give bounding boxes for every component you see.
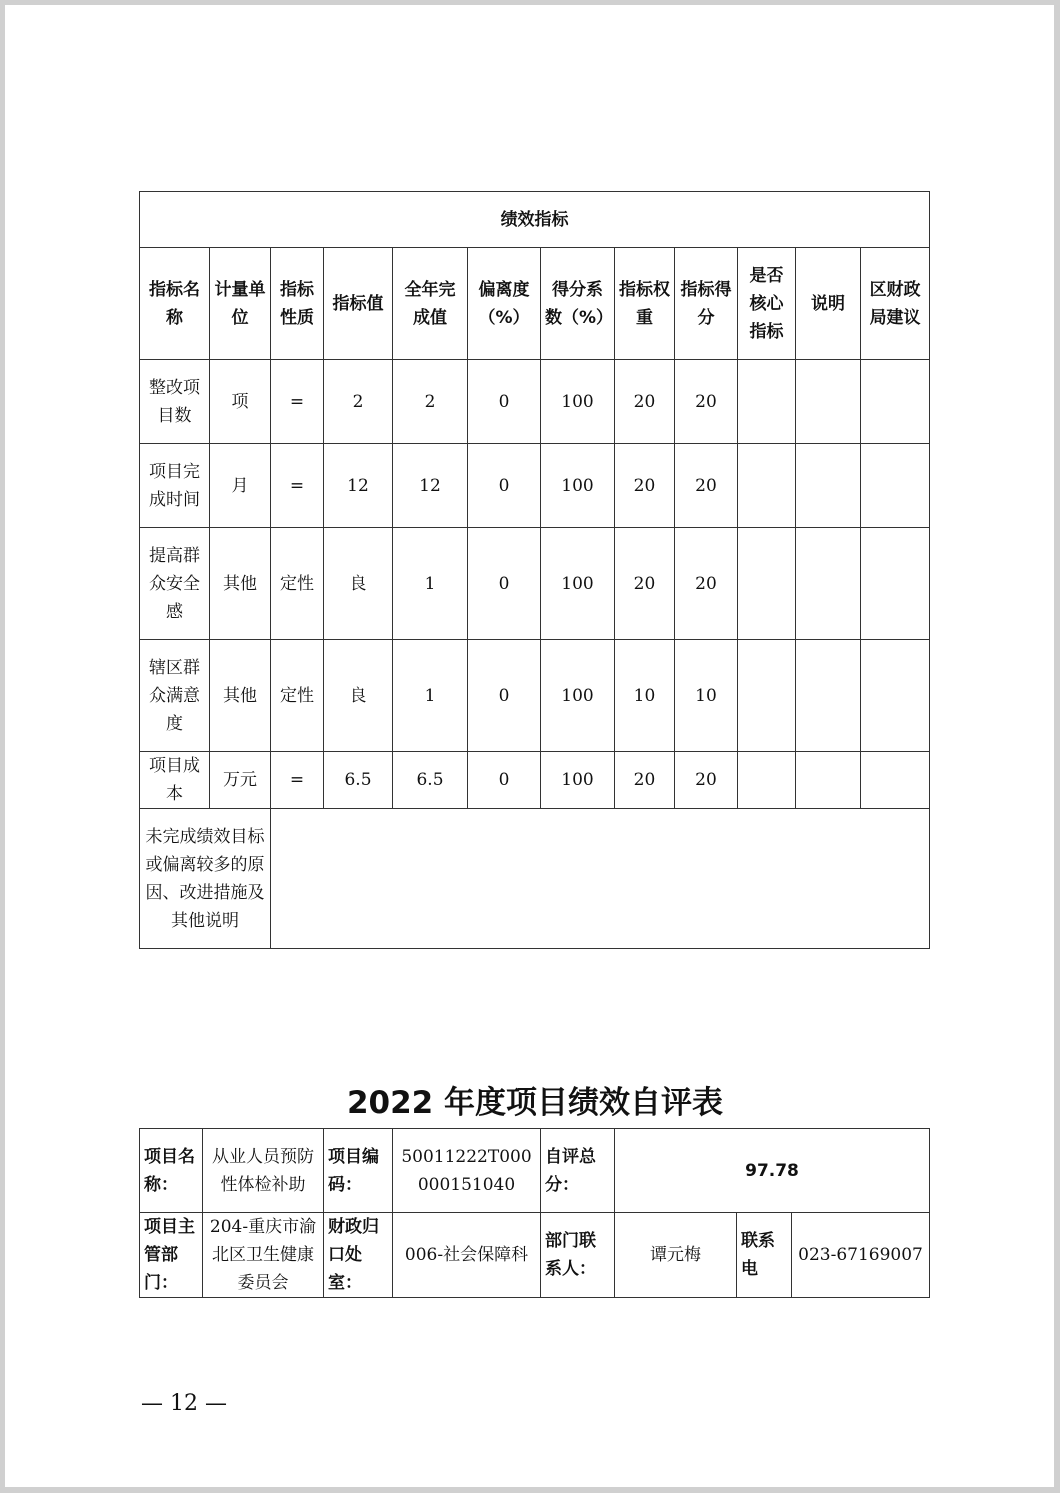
unit-cell: 其他 <box>210 640 271 752</box>
actual-cell: 6.5 <box>393 752 468 809</box>
info-row <box>140 1213 930 1298</box>
header-cell: 指标性质 <box>271 248 324 360</box>
indicator-name: 整改项目数 <box>140 360 210 444</box>
header-cell: 指标名称 <box>140 248 210 360</box>
deviation-cell: 0 <box>468 444 541 528</box>
table-row <box>140 640 930 752</box>
note-cell <box>796 752 861 809</box>
weight-cell: 20 <box>615 360 675 444</box>
advice-cell <box>861 444 930 528</box>
table-row <box>140 360 930 444</box>
core-cell <box>738 360 796 444</box>
project-info-table <box>139 1128 930 1298</box>
deviation-cell: 0 <box>468 360 541 444</box>
indicator-name: 辖区群众满意度 <box>140 640 210 752</box>
finance-value: 006-社会保障科 <box>393 1213 541 1298</box>
indicator-name: 项目成本 <box>140 752 210 809</box>
table-row <box>140 444 930 528</box>
core-cell <box>738 444 796 528</box>
nature-cell: 定性 <box>271 640 324 752</box>
advice-cell <box>861 528 930 640</box>
coef-cell: 100 <box>541 444 615 528</box>
note-cell <box>796 528 861 640</box>
weight-cell: 20 <box>615 444 675 528</box>
header-cell: 指标权重 <box>615 248 675 360</box>
remarks-value <box>271 809 930 949</box>
remarks-label: 未完成绩效目标或偏离较多的原因、改进措施及其他说明 <box>140 809 271 949</box>
unit-cell: 项 <box>210 360 271 444</box>
project-code-value: 50011222T000000151040 <box>393 1129 541 1213</box>
info-row <box>140 1129 930 1213</box>
header-row <box>140 248 930 360</box>
score-cell: 20 <box>675 360 738 444</box>
unit-cell: 万元 <box>210 752 271 809</box>
contact-value: 谭元梅 <box>615 1213 737 1298</box>
document-page <box>5 5 1054 1487</box>
section-title: 绩效指标 <box>140 192 930 248</box>
self-score-value: 97.78 <box>615 1129 930 1213</box>
header-cell: 是否核心指标 <box>738 248 796 360</box>
coef-cell: 100 <box>541 752 615 809</box>
note-cell <box>796 444 861 528</box>
note-cell <box>796 360 861 444</box>
unit-cell: 其他 <box>210 528 271 640</box>
weight-cell: 20 <box>615 752 675 809</box>
document-title: 2022 年度项目绩效自评表 <box>346 1085 724 1121</box>
actual-cell: 2 <box>393 360 468 444</box>
coef-cell: 100 <box>541 640 615 752</box>
dept-value: 204-重庆市渝北区卫生健康委员会 <box>203 1213 324 1298</box>
actual-cell: 1 <box>393 528 468 640</box>
nature-cell: = <box>271 752 324 809</box>
remarks-row <box>140 809 930 949</box>
nature-cell: 定性 <box>271 528 324 640</box>
header-cell: 得分系数（%） <box>541 248 615 360</box>
nature-cell: = <box>271 360 324 444</box>
phone-value: 023-67169007 <box>792 1213 930 1298</box>
finance-label: 财政归口处室： <box>324 1213 393 1298</box>
core-cell <box>738 528 796 640</box>
target-cell: 6.5 <box>324 752 393 809</box>
section-title-row <box>140 192 930 248</box>
nature-cell: = <box>271 444 324 528</box>
header-cell: 计量单位 <box>210 248 271 360</box>
dept-label: 项目主管部门： <box>140 1213 203 1298</box>
project-name-label: 项目名称： <box>140 1129 203 1213</box>
advice-cell <box>861 640 930 752</box>
weight-cell: 20 <box>615 528 675 640</box>
header-cell: 指标值 <box>324 248 393 360</box>
header-cell: 全年完成值 <box>393 248 468 360</box>
performance-indicator-table <box>139 191 930 949</box>
deviation-cell: 0 <box>468 640 541 752</box>
advice-cell <box>861 360 930 444</box>
phone-label: 联系电 <box>737 1213 792 1298</box>
actual-cell: 1 <box>393 640 468 752</box>
core-cell <box>738 752 796 809</box>
deviation-cell: 0 <box>468 752 541 809</box>
score-cell: 20 <box>675 444 738 528</box>
header-cell: 说明 <box>796 248 861 360</box>
project-name-value: 从业人员预防性体检补助 <box>203 1129 324 1213</box>
score-cell: 20 <box>675 752 738 809</box>
deviation-cell: 0 <box>468 528 541 640</box>
target-cell: 12 <box>324 444 393 528</box>
coef-cell: 100 <box>541 528 615 640</box>
header-cell: 区财政局建议 <box>861 248 930 360</box>
contact-label: 部门联系人： <box>541 1213 615 1298</box>
table-row <box>140 752 930 809</box>
actual-cell: 12 <box>393 444 468 528</box>
coef-cell: 100 <box>541 360 615 444</box>
target-cell: 良 <box>324 640 393 752</box>
note-cell <box>796 640 861 752</box>
score-cell: 20 <box>675 528 738 640</box>
advice-cell <box>861 752 930 809</box>
header-cell: 偏离度（%） <box>468 248 541 360</box>
indicator-name: 提高群众安全感 <box>140 528 210 640</box>
target-cell: 良 <box>324 528 393 640</box>
indicator-name: 项目完成时间 <box>140 444 210 528</box>
table-row <box>140 528 930 640</box>
page-number: — 12 — <box>141 1391 227 1416</box>
target-cell: 2 <box>324 360 393 444</box>
score-cell: 10 <box>675 640 738 752</box>
unit-cell: 月 <box>210 444 271 528</box>
self-score-label: 自评总分： <box>541 1129 615 1213</box>
project-code-label: 项目编码： <box>324 1129 393 1213</box>
core-cell <box>738 640 796 752</box>
weight-cell: 10 <box>615 640 675 752</box>
header-cell: 指标得分 <box>675 248 738 360</box>
